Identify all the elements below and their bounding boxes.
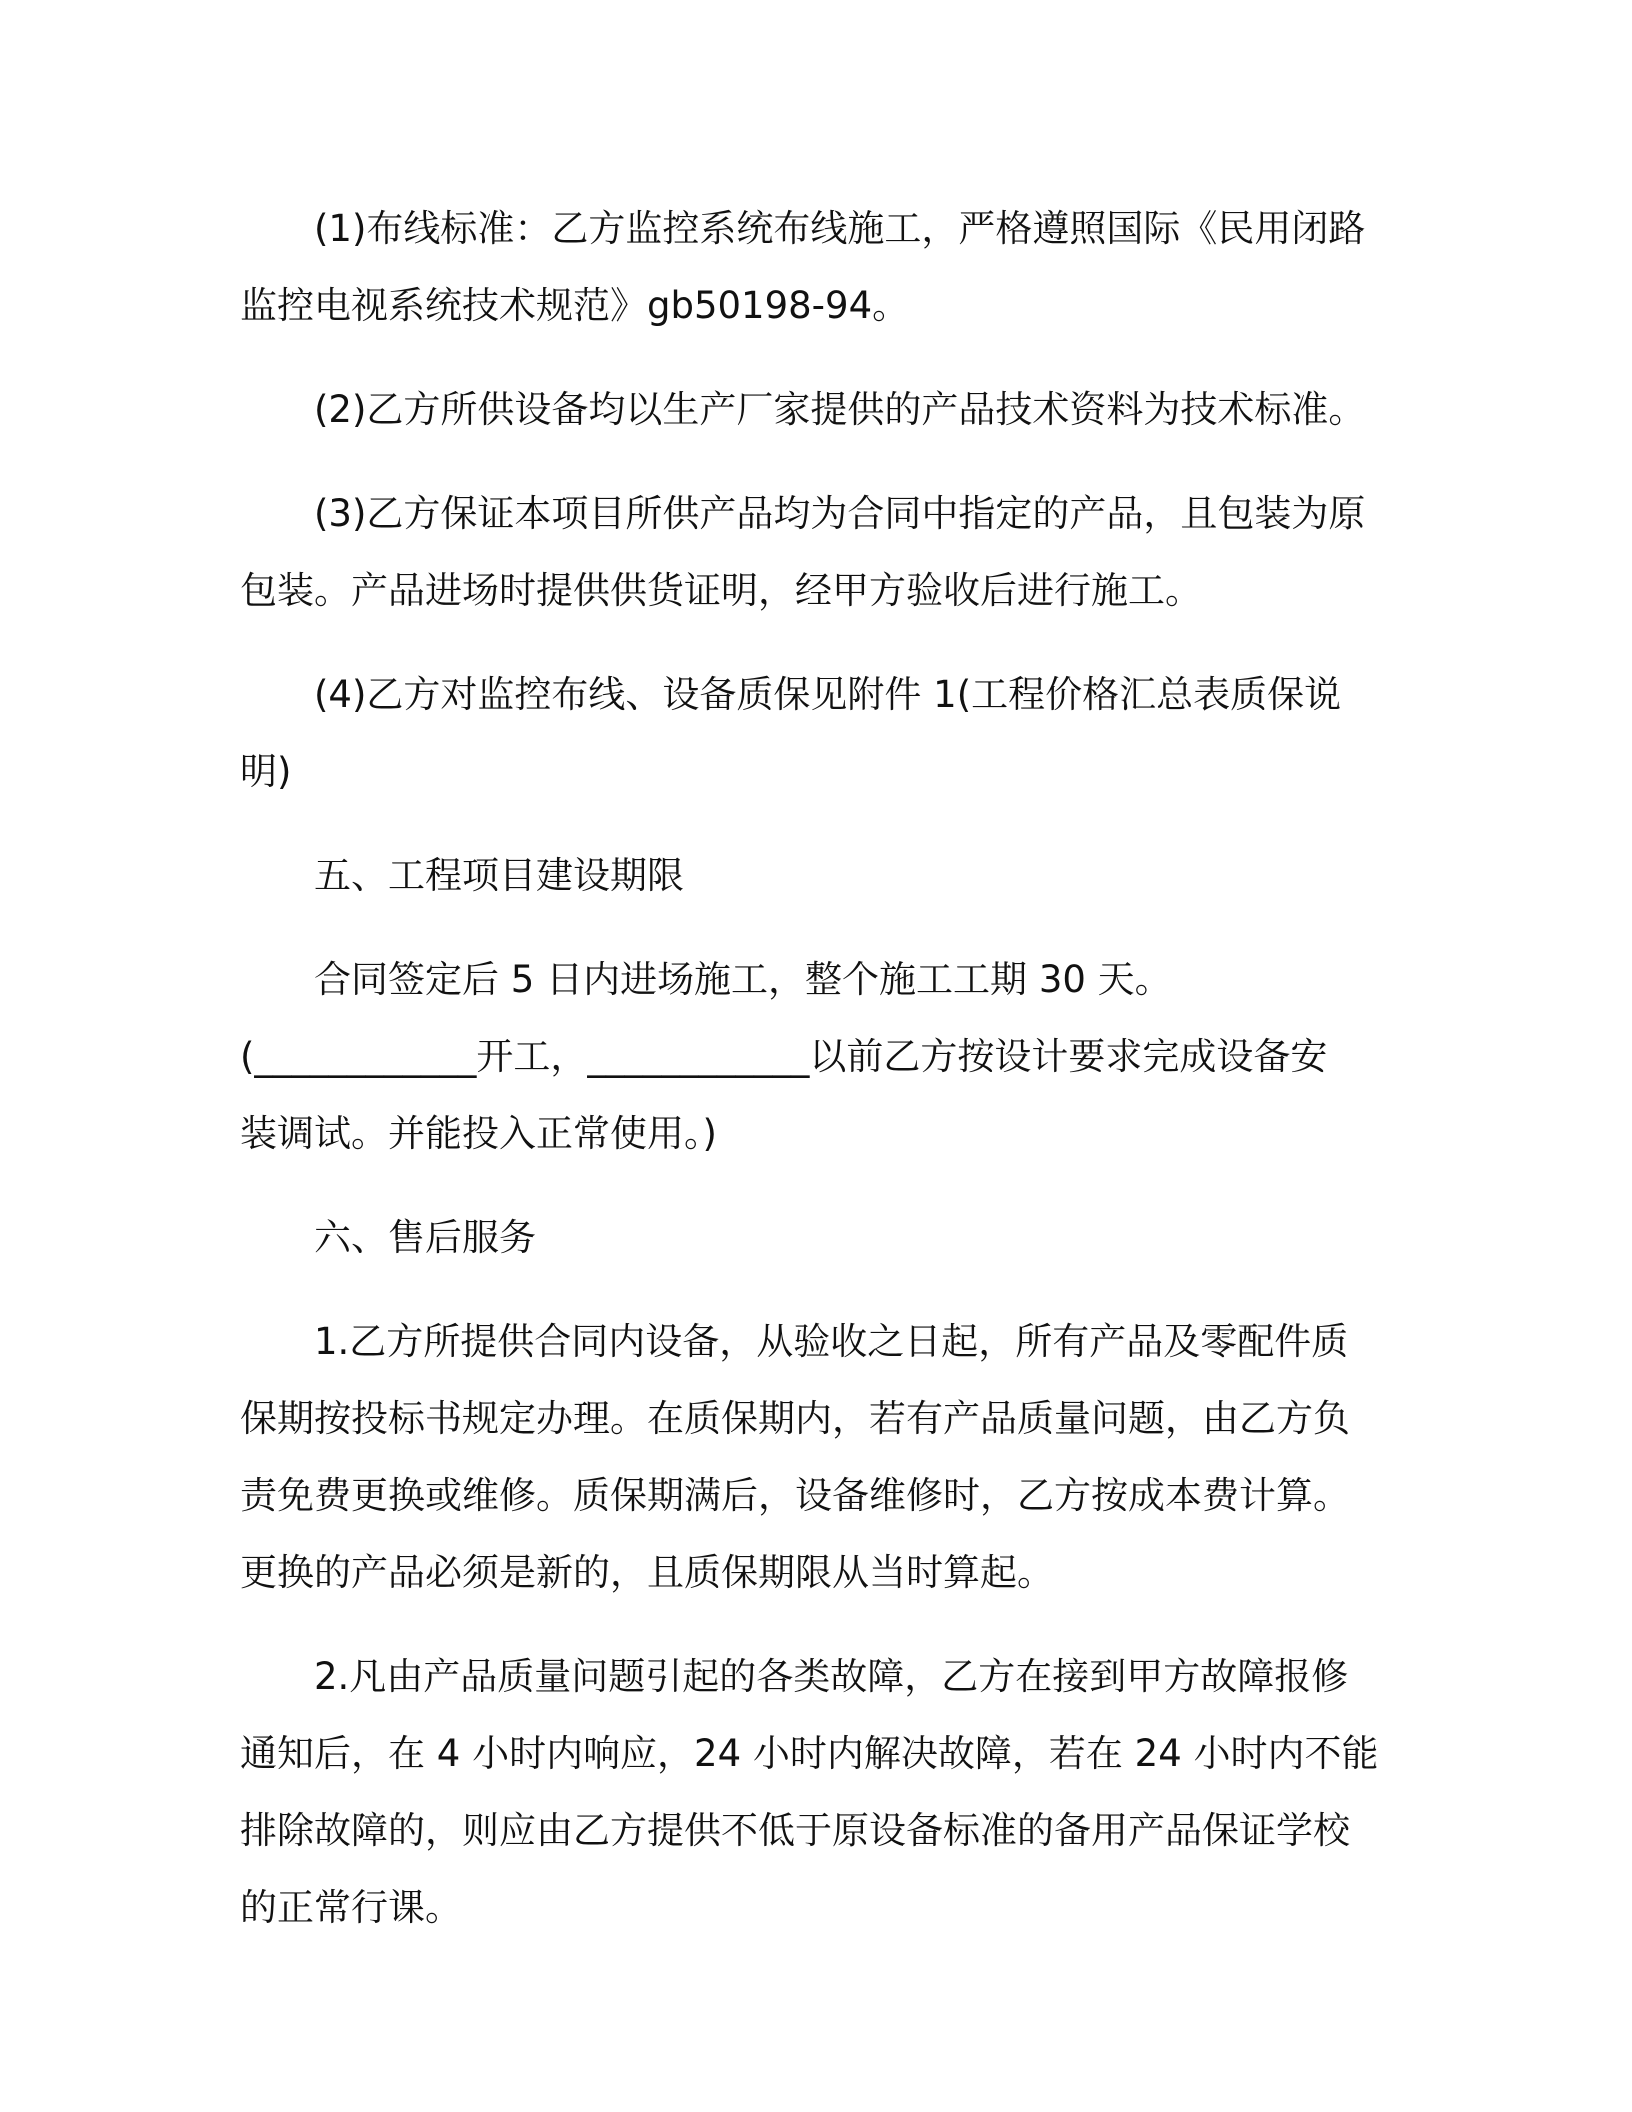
paragraph-construction-schedule [240,941,1390,1172]
text-line: (4)乙方对监控布线、设备质保见附件 1(工程价格汇总表质保说明) [240,673,1342,793]
section-heading-after-sales [240,1199,1390,1276]
paragraph-warranty-reference [240,656,1390,810]
text-line: 的正常行课。 [240,1886,462,1929]
text-line: 保期按投标书规定办理。在质保期内，若有产品质量问题，由乙方负 [240,1397,1350,1440]
paragraph-product-guarantee [240,475,1390,629]
document-page [240,190,1390,1946]
text-line: 监控电视系统技术规范》gb50198-94。 [240,284,910,327]
heading-text: 六、售后服务 [314,1216,536,1259]
paragraph-fault-response [240,1638,1390,1946]
text-line: 责免费更换或维修。质保期满后，设备维修时，乙方按成本费计算。 [240,1474,1350,1517]
paragraph-wiring-standard [240,190,1390,344]
text-line: 通知后，在 4 小时内响应，24 小时内解决故障，若在 24 小时内不能 [240,1732,1379,1775]
text-line: (2)乙方所供设备均以生产厂家提供的产品技术资料为技术标准。 [314,388,1366,431]
paragraph-equipment-standard [240,371,1390,448]
text-line: 包装。产品进场时提供供货证明，经甲方验收后进行施工。 [240,569,1202,612]
text-line: (1)布线标准：乙方监控系统布线施工，严格遵照国际《民用闭路 [314,207,1366,250]
text-line: 2.凡由产品质量问题引起的各类故障，乙方在接到甲方故障报修 [314,1655,1349,1698]
heading-text: 五、工程项目建设期限 [314,854,684,897]
text-line: (3)乙方保证本项目所供产品均为合同中指定的产品，且包装为原 [314,492,1366,535]
text-line: 排除故障的，则应由乙方提供不低于原设备标准的备用产品保证学校 [240,1809,1350,1852]
text-line: (____________开工，____________以前乙方按设计要求完成设备安 [240,1035,1328,1078]
paragraph-warranty-terms [240,1303,1390,1611]
text-line: 1.乙方所提供合同内设备，从验收之日起，所有产品及零配件质 [314,1320,1349,1363]
text-line: 装调试。并能投入正常使用。) [240,1112,717,1155]
text-line: 合同签定后 5 日内进场施工，整个施工工期 30 天。 [314,958,1172,1001]
section-heading-construction-period [240,837,1390,914]
text-line: 更换的产品必须是新的，且质保期限从当时算起。 [240,1551,1054,1594]
